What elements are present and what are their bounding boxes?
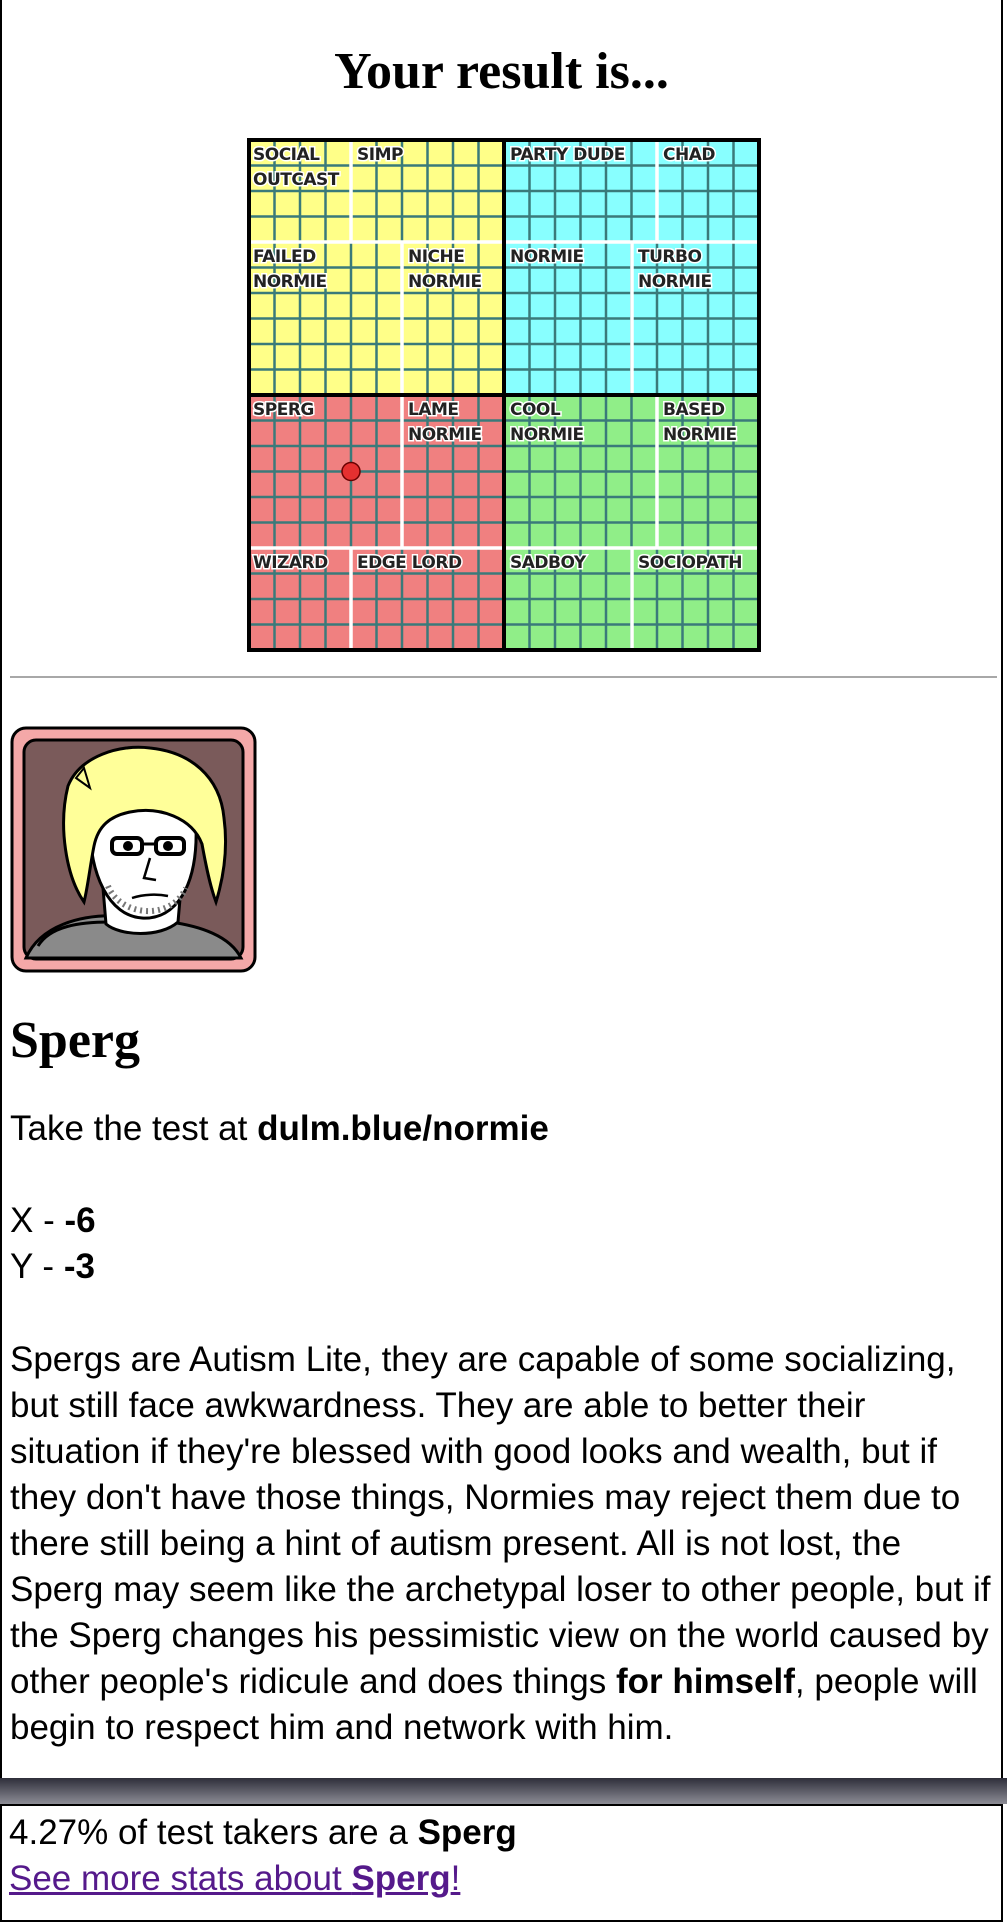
take-test-prefix: Take the test at — [10, 1109, 258, 1148]
cell-label-cool-normie: COOL NORMIE — [510, 400, 584, 445]
cell-label-lame-normie: LAME NORMIE — [408, 400, 482, 445]
sperg-avatar-icon — [10, 726, 257, 973]
cell-label-niche-normie: NICHE NORMIE — [408, 247, 482, 292]
cell-label-based-normie: BASED NORMIE — [663, 400, 737, 445]
stats-bar-shadow — [0, 1778, 1007, 1804]
description-text-2: , people will begin to respect him and network with him. — [10, 1662, 978, 1747]
stats-bar — [0, 1804, 1003, 1922]
cell-label-simp: SIMP — [357, 145, 403, 165]
y-score-value: -3 — [63, 1247, 95, 1286]
description-text-1: Spergs are Autism Lite, they are capable of some socializing, but still face awkwardness. They are able to better their situation if they're blessed with good looks and wealth, but if they don't have those things, Normies may reject them due to there still being a hint of autism present. All is not lost, the Sperg may seem like the archetypal loser to other people, but if the Sperg changes his pessimistic view on the world caused by other people's ridicule and does things — [10, 1340, 991, 1701]
score-values — [10, 1198, 1000, 1290]
see-more-stats-link[interactable] — [9, 1859, 460, 1898]
test-url: dulm.blue/normie — [257, 1109, 549, 1148]
cell-label-party-dude: PARTY DUDE — [510, 145, 625, 165]
x-score-value: -6 — [64, 1201, 96, 1240]
cell-label-sociopath: SOCIOPATH — [638, 553, 743, 573]
cell-label-turbo-normie: TURBO NORMIE — [638, 247, 712, 292]
description-emphasis: for himself — [615, 1662, 795, 1701]
stats-percent-line — [9, 1810, 994, 1856]
take-test-line — [10, 1106, 1000, 1152]
cell-label-wizard: WIZARD — [253, 553, 328, 573]
x-score-label: X - — [10, 1201, 65, 1240]
see-more-stats-prefix: See more stats about — [9, 1859, 352, 1898]
result-heading: Your result is... — [334, 43, 669, 100]
cell-label-normie: NORMIE — [510, 247, 584, 267]
result-marker — [342, 463, 360, 481]
x-score — [10, 1198, 1000, 1244]
cell-label-failed-normie: FAILED NORMIE — [253, 247, 327, 292]
normie-compass — [247, 138, 761, 652]
y-score-label: Y - — [10, 1247, 64, 1286]
cell-label-social-outcast: SOCIAL OUTCAST — [253, 145, 339, 190]
cell-label-sadboy: SADBOY — [510, 553, 586, 573]
section-divider — [10, 676, 997, 678]
see-more-stats-suffix: ! — [450, 1859, 461, 1898]
archetype-name: Sperg — [10, 1012, 140, 1069]
stats-archetype: Sperg — [417, 1813, 517, 1852]
cell-label-edge-lord: EDGE LORD — [357, 553, 462, 573]
stats-percent-text: 4.27% of test takers are a — [9, 1813, 418, 1852]
cell-label-chad: CHAD — [663, 145, 715, 165]
y-score — [10, 1244, 1000, 1290]
archetype-description — [10, 1337, 1000, 1751]
see-more-stats-archetype: Sperg — [351, 1859, 451, 1898]
cell-label-sperg: SPERG — [253, 400, 314, 420]
